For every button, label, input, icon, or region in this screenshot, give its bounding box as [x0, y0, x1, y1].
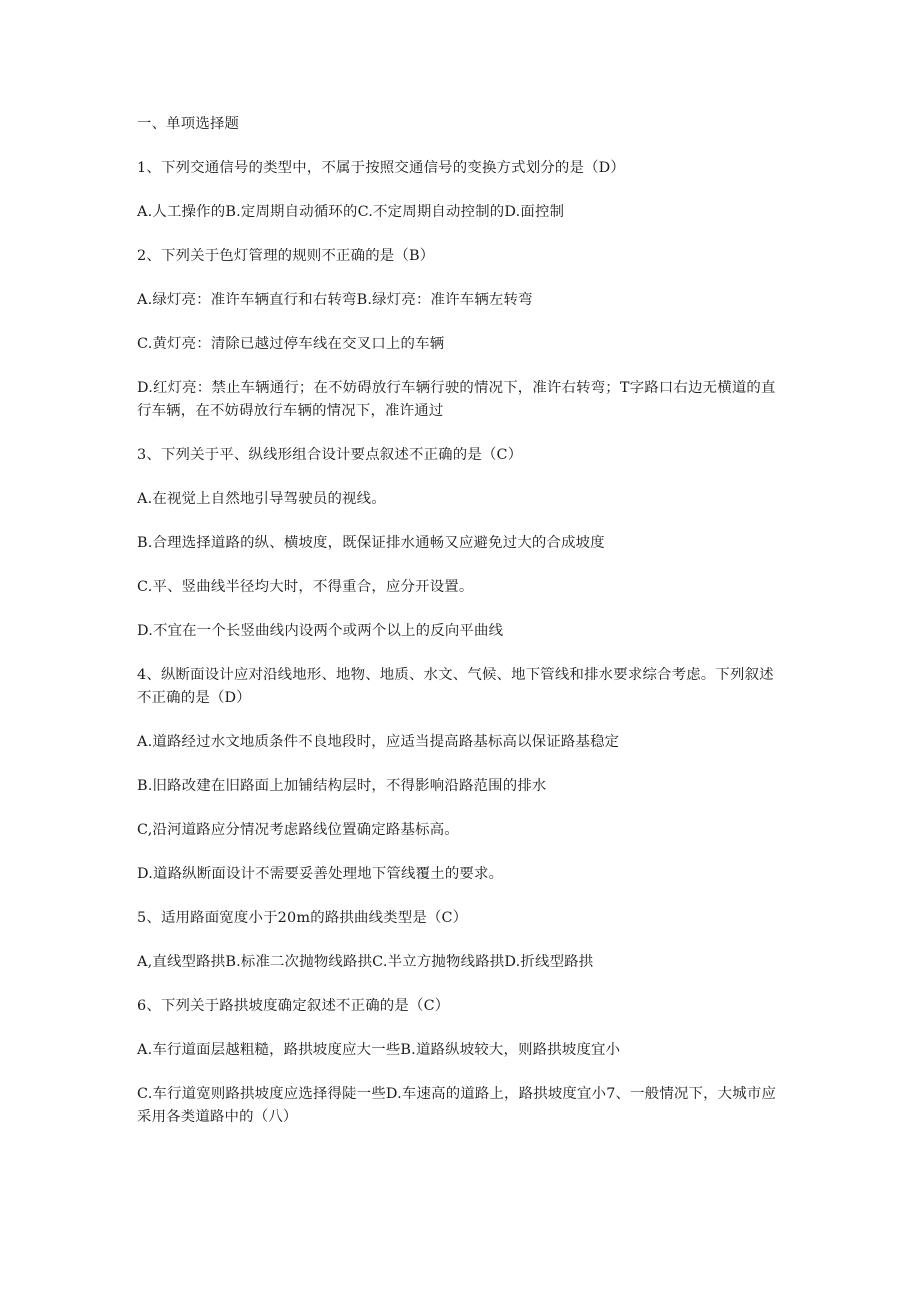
question-3-option-c: C.平、竖曲线半径均大时，不得重合，应分开设置。: [137, 579, 474, 595]
question-4: 4、纵断面设计应对沿线地形、地物、地质、水文、气候、地下管线和排水要求综合考虑。下列叙述不正确的是（D）: [137, 667, 774, 706]
question-4-option-b: B.旧路改建在旧路面上加铺结构层时，不得影响沿路范围的排水: [137, 778, 547, 794]
document-page: [137, 113, 777, 1150]
question-4-option-a: A.道路经过水文地质条件不良地段时，应适当提高路基标高以保证路基稳定: [137, 734, 620, 750]
question-3-option-b: B.合理选择道路的纵、横坡度，既保证排水通畅又应避免过大的合成坡度: [137, 535, 605, 551]
question-5: 5、适用路面宽度小于20m的路拱曲线类型是（C）: [137, 910, 468, 926]
question-3-option-a: A.在视觉上自然地引导驾驶员的视线。: [137, 491, 386, 507]
question-1: 1、下列交通信号的类型中，不属于按照交通信号的变换方式划分的是（D）: [137, 160, 625, 176]
question-2: 2、下列关于色灯管理的规则不正确的是（B）: [137, 248, 435, 264]
question-3: 3、下列关于平、纵线形组合设计要点叙述不正确的是（C）: [137, 447, 523, 463]
question-6: 6、下列关于路拱坡度确定叙述不正确的是（C）: [137, 998, 450, 1014]
question-2-option-c: C.黄灯亮：清除已越过停车线在交叉口上的车辆: [137, 336, 445, 352]
question-2-option-ab: A.绿灯亮：准许车辆直行和右转弯B.绿灯亮：准许车辆左转弯: [137, 292, 533, 308]
question-3-option-d: D.不宜在一个长竖曲线内设两个或两个以上的反向平曲线: [137, 623, 504, 639]
question-5-options: A,直线型路拱B.标准二次抛物线路拱C.半立方抛物线路拱D.折线型路拱: [137, 954, 594, 970]
question-6-option-cd-question-7: C.车行道宽则路拱坡度应选择得陡一些D.车速高的道路上，路拱坡度宜小7、一般情况下，大城市应采用各类道路中的（八）: [137, 1086, 777, 1125]
question-2-option-d: D.红灯亮：禁止车辆通行；在不妨碍放行车辆行驶的情况下，准许右转弯；T字路口右边无横道的直行车辆，在不妨碍放行车辆的情况下，准许通过: [137, 380, 776, 419]
question-1-options: A.人工操作的B.定周期自动循环的C.不定周期自动控制的D.面控制: [137, 204, 565, 220]
section-heading: 一、单项选择题: [137, 116, 240, 132]
question-6-option-ab: A.车行道面层越粗糙，路拱坡度应大一些B.道路纵坡较大，则路拱坡度宜小: [137, 1042, 621, 1058]
question-4-option-d: D.道路纵断面设计不需要妥善处理地下管线覆土的要求。: [137, 866, 504, 882]
question-4-option-c: C,沿河道路应分情况考虑路线位置确定路基标高。: [137, 822, 459, 838]
